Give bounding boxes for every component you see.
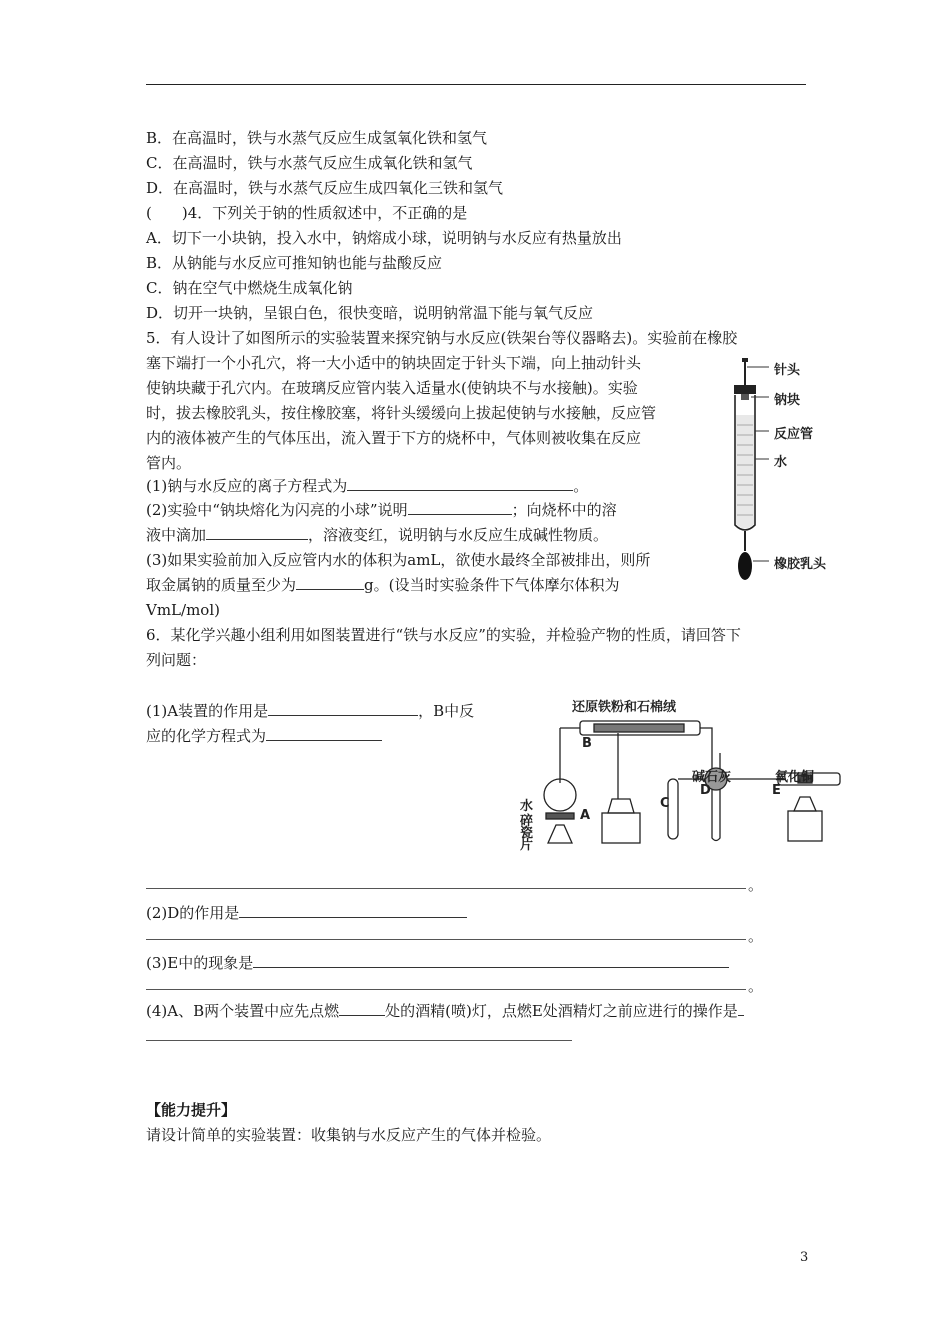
rubber-bulb <box>738 552 752 580</box>
answer-line-part-2[interactable] <box>146 939 746 940</box>
label-chips-1: 碎 <box>520 814 534 829</box>
label-rubber-bulb: 橡胶乳头 <box>774 557 827 572</box>
label-reaction-tube: 反应管 <box>774 427 814 442</box>
q5-part-3a: (3)如果实验前加入反应管内水的体积为amL，欲使水最终全部被排出，则所 <box>146 551 651 569</box>
lamp-b <box>608 799 634 813</box>
flask-a <box>544 779 576 811</box>
period-3: 。 <box>748 977 764 995</box>
sodium-block <box>741 394 749 400</box>
iron-powder <box>594 724 684 732</box>
label-water-a: 水 <box>520 799 534 814</box>
q3-option-b: B．在高温时，铁与水蒸气反应生成氢氧化铁和氢气 <box>146 129 488 147</box>
header-rule <box>146 84 806 85</box>
stopper <box>734 385 756 394</box>
answer-line-part-3[interactable] <box>146 989 746 990</box>
lamp-a <box>548 825 572 843</box>
period-2: 。 <box>748 927 764 945</box>
q5-intro-line-6: 管内。 <box>146 454 192 472</box>
q5-part-2a: (2)实验中“钠块熔化为闪亮的小球”说明 ；向烧杯中的溶 <box>146 501 617 519</box>
answer-blank-indicator[interactable] <box>206 525 308 540</box>
label-chips-2: 瓷 <box>520 826 534 841</box>
q4-stem: ( )4．下列关于钠的性质叙述中，不正确的是 <box>146 204 468 222</box>
water-fill <box>736 415 754 529</box>
q4-option-a: A．切下一小块钠，投入水中，钠熔成小球，说明钠与水反应有热量放出 <box>146 229 622 247</box>
label-chips-3: 片 <box>520 838 534 853</box>
q5-part-3b: 取金属钠的质量至少为 g。(设当时实验条件下气体摩尔体积为 <box>146 576 620 594</box>
q5-part-3c: VmL/mol) <box>146 601 220 619</box>
q5-intro-line-1: 5．有人设计了如图所示的实验装置来探究钠与水反应(铁架台等仪器略去)。实验前在橡胶 <box>146 329 738 347</box>
label-device-b: B <box>582 736 592 751</box>
q6-part-3: (3)E中的现象是 <box>146 953 729 973</box>
page-number: 3 <box>800 1250 809 1265</box>
q6-part-1b: 应的化学方程式为 <box>146 726 382 746</box>
section-text: 请设计简单的实验装置：收集钠与水反应产生的气体并检验。 <box>146 1126 552 1144</box>
q3-option-d: D．在高温时，铁与水蒸气反应生成四氧化三铁和氢气 <box>146 179 504 197</box>
flask-stand <box>546 813 574 819</box>
label-iron-powder: 还原铁粉和石棉绒 <box>572 700 677 715</box>
answer-line-part-4[interactable] <box>146 1040 572 1041</box>
answer-blank-first-lamp[interactable] <box>339 1001 385 1016</box>
period-1: 。 <box>748 876 764 894</box>
answer-blank-equation-b[interactable] <box>266 726 382 741</box>
answer-blank-ionic-equation[interactable] <box>347 476 573 491</box>
q6-part-4: (4)A、B两个装置中应先点燃 处的酒精(喷)灯，点燃E处酒精灯之前应进行的操作是 <box>146 1001 744 1021</box>
label-device-d: D <box>700 783 711 798</box>
q5-intro-line-3: 使钠块藏于孔穴内。在玻璃反应管内装入适量水(使钠块不与水接触)。实验 <box>146 379 638 397</box>
answer-line-part-1[interactable] <box>146 888 746 889</box>
needle-cap <box>742 358 748 362</box>
q6-intro-line-2: 列问题： <box>146 651 207 669</box>
q5-intro-line-5: 内的液体被产生的气体压出，流入置于下方的烧杯中，气体则被收集在反应 <box>146 429 642 447</box>
q6-intro-line-1: 6．某化学兴趣小组利用如图装置进行“铁与水反应”的实验，并检验产物的性质，请回答下 <box>146 626 741 644</box>
label-device-e: E <box>772 783 781 798</box>
answer-blank-device-a[interactable] <box>268 701 418 716</box>
q5-part-2b: 液中滴加 ，溶液变红，说明钠与水反应生成碱性物质。 <box>146 526 609 544</box>
label-sodium-block: 钠块 <box>774 393 801 408</box>
answer-blank-operation-start[interactable] <box>738 1001 744 1016</box>
label-device-c: C <box>660 796 670 811</box>
q5-intro-line-4: 时，拔去橡胶乳头，按住橡胶塞，将针头缓缓向上拔起使钠与水接触，反应管 <box>146 404 657 422</box>
section-heading: 【能力提升】 <box>146 1101 237 1119</box>
answer-blank-sodium-mass[interactable] <box>296 575 364 590</box>
lamp-e <box>794 797 816 811</box>
q5-intro-line-2: 塞下端打一个小孔穴，将一大小适中的钠块固定于针头下端，向上抽动针头 <box>146 354 642 372</box>
q6-part-1a: (1)A装置的作用是 ，B中反 <box>146 702 475 720</box>
block-e <box>788 811 822 841</box>
q4-option-c: C．钠在空气中燃烧生成氧化钠 <box>146 279 353 297</box>
q5-part-1: (1)钠与水反应的离子方程式为 。 <box>146 477 589 495</box>
q4-option-d: D．切开一块钠，呈银白色，很快变暗，说明钠常温下能与氧气反应 <box>146 304 594 322</box>
answer-blank-melting[interactable] <box>408 500 512 515</box>
q4-option-b: B．从钠能与水反应可推知钠也能与盐酸反应 <box>146 254 443 272</box>
label-copper-oxide: 氧化铜 <box>775 770 815 785</box>
q3-option-c: C．在高温时，铁与水蒸气反应生成氧化铁和氢气 <box>146 154 473 172</box>
answer-blank-device-d[interactable] <box>239 903 467 918</box>
label-water: 水 <box>774 455 788 470</box>
answer-blank-device-e[interactable] <box>253 953 729 968</box>
label-device-a: A <box>580 808 591 823</box>
label-soda-lime: 碱石灰 <box>692 770 732 785</box>
q6-part-2: (2)D的作用是 <box>146 903 467 923</box>
label-needle: 针头 <box>774 363 801 378</box>
block-b <box>602 813 640 843</box>
